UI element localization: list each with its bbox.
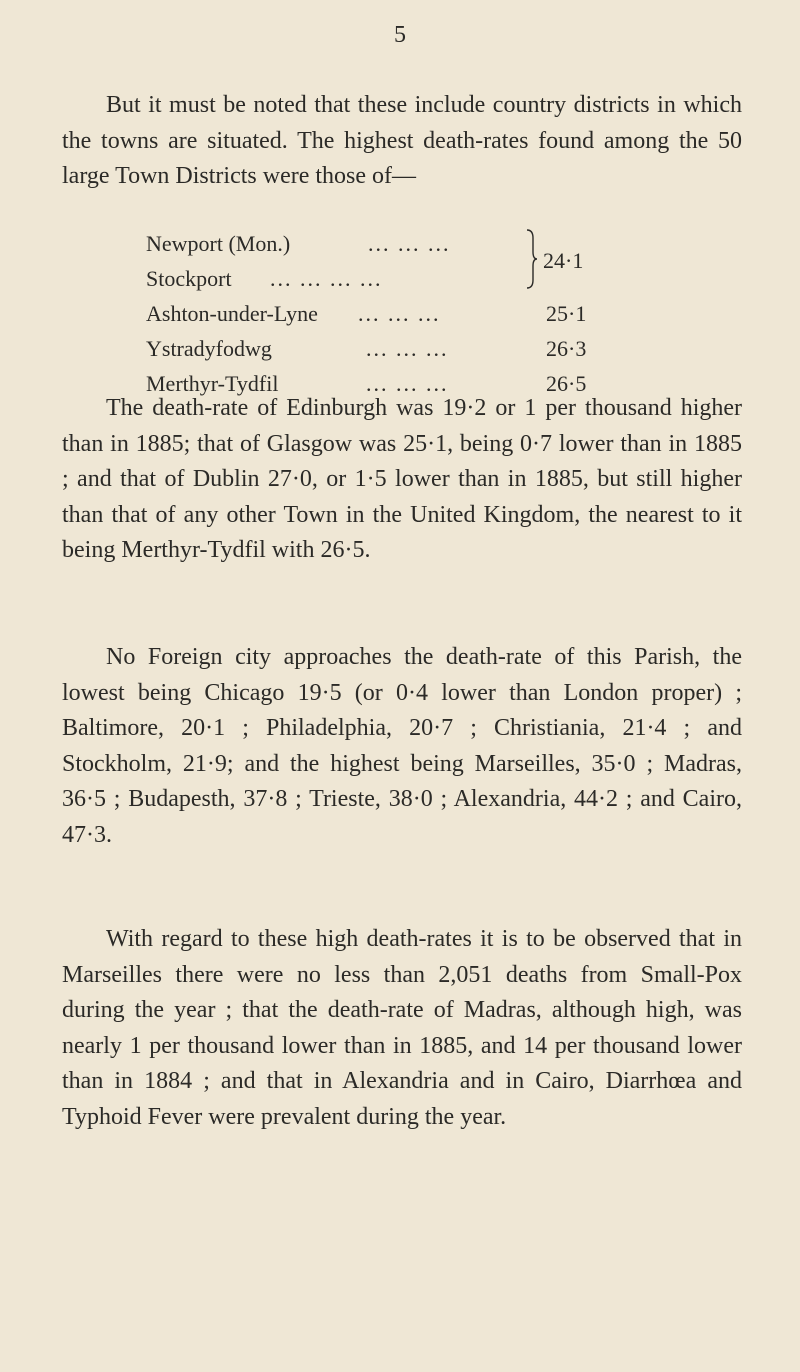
town-death-rate-list [146, 226, 706, 401]
death-rate-value: 26·3 [546, 336, 587, 361]
town-name: Stockport [146, 266, 232, 291]
town-row [146, 296, 706, 331]
bracketed-death-rate: 24·1 [543, 248, 584, 273]
town-name: Ystradyfodwg [146, 336, 272, 361]
paragraph-intro: But it must be noted that these include country districts in which the towns are situated. The highest death-rates found among the 50 large Town Districts were those of— [62, 92, 742, 189]
town-row [146, 331, 706, 366]
leader-dots: ... ... ... [358, 301, 441, 326]
page-number: 5 [394, 22, 406, 48]
town-name: Merthyr-Tydfil [146, 371, 279, 396]
town-row [146, 226, 706, 261]
paragraph-edinburgh-glasgow-dublin: The death-rate of Edinburgh was 19·2 or 1 per thousand higher than in 1885; that of Glasgow was 25·1, being 0·7 lower than in 1885 ; and that of Dublin 27·0, or 1·5 lower than in 1885, but still higher than that of any other Town in the United Kingdom, the nearest to it being Merthyr-Tydfil with 26·5. [62, 395, 742, 563]
leader-dots: ... ... ... [366, 371, 449, 396]
town-row [146, 261, 706, 296]
death-rate-value: 26·5 [546, 371, 587, 396]
town-name: Newport (Mon.) [146, 231, 291, 256]
right-brace-icon [526, 228, 538, 290]
death-rate-value: 25·1 [546, 301, 587, 326]
leader-dots: ... ... ... [366, 336, 449, 361]
paragraph-foreign-cities: No Foreign city approaches the death-rate of this Parish, the lowest being Chicago 19·5 (or 0·4 lower than London proper) ; Baltimore, 20·1 ; Philadelphia, 20·7 ; Christiania, 21·4 ; and Stockholm, 21·9; and the highest being Marseilles, 35·0 ; Madras, 36·5 ; Budapesth, 37·8 ; Trieste, 38·0 ; Alexandria, 44·2 ; and Cairo, 47·3. [62, 644, 742, 848]
town-name: Ashton-under-Lyne [146, 301, 318, 326]
paragraph-high-death-rates: With regard to these high death-rates it is to be observed that in Marseilles there were no less than 2,051 deaths from Small-Pox during the year ; that the death-rate of Madras, although high, was nearly 1 per thousand lower than in 1885, and 14 per thousand lower than in 1884 ; and that in Alexandria and in Cairo, Diarrhœa and Typhoid Fever were prevalent during the year. [62, 926, 742, 1130]
leader-dots: ... ... ... ... [270, 266, 383, 291]
leader-dots: ... ... ... [368, 231, 451, 256]
